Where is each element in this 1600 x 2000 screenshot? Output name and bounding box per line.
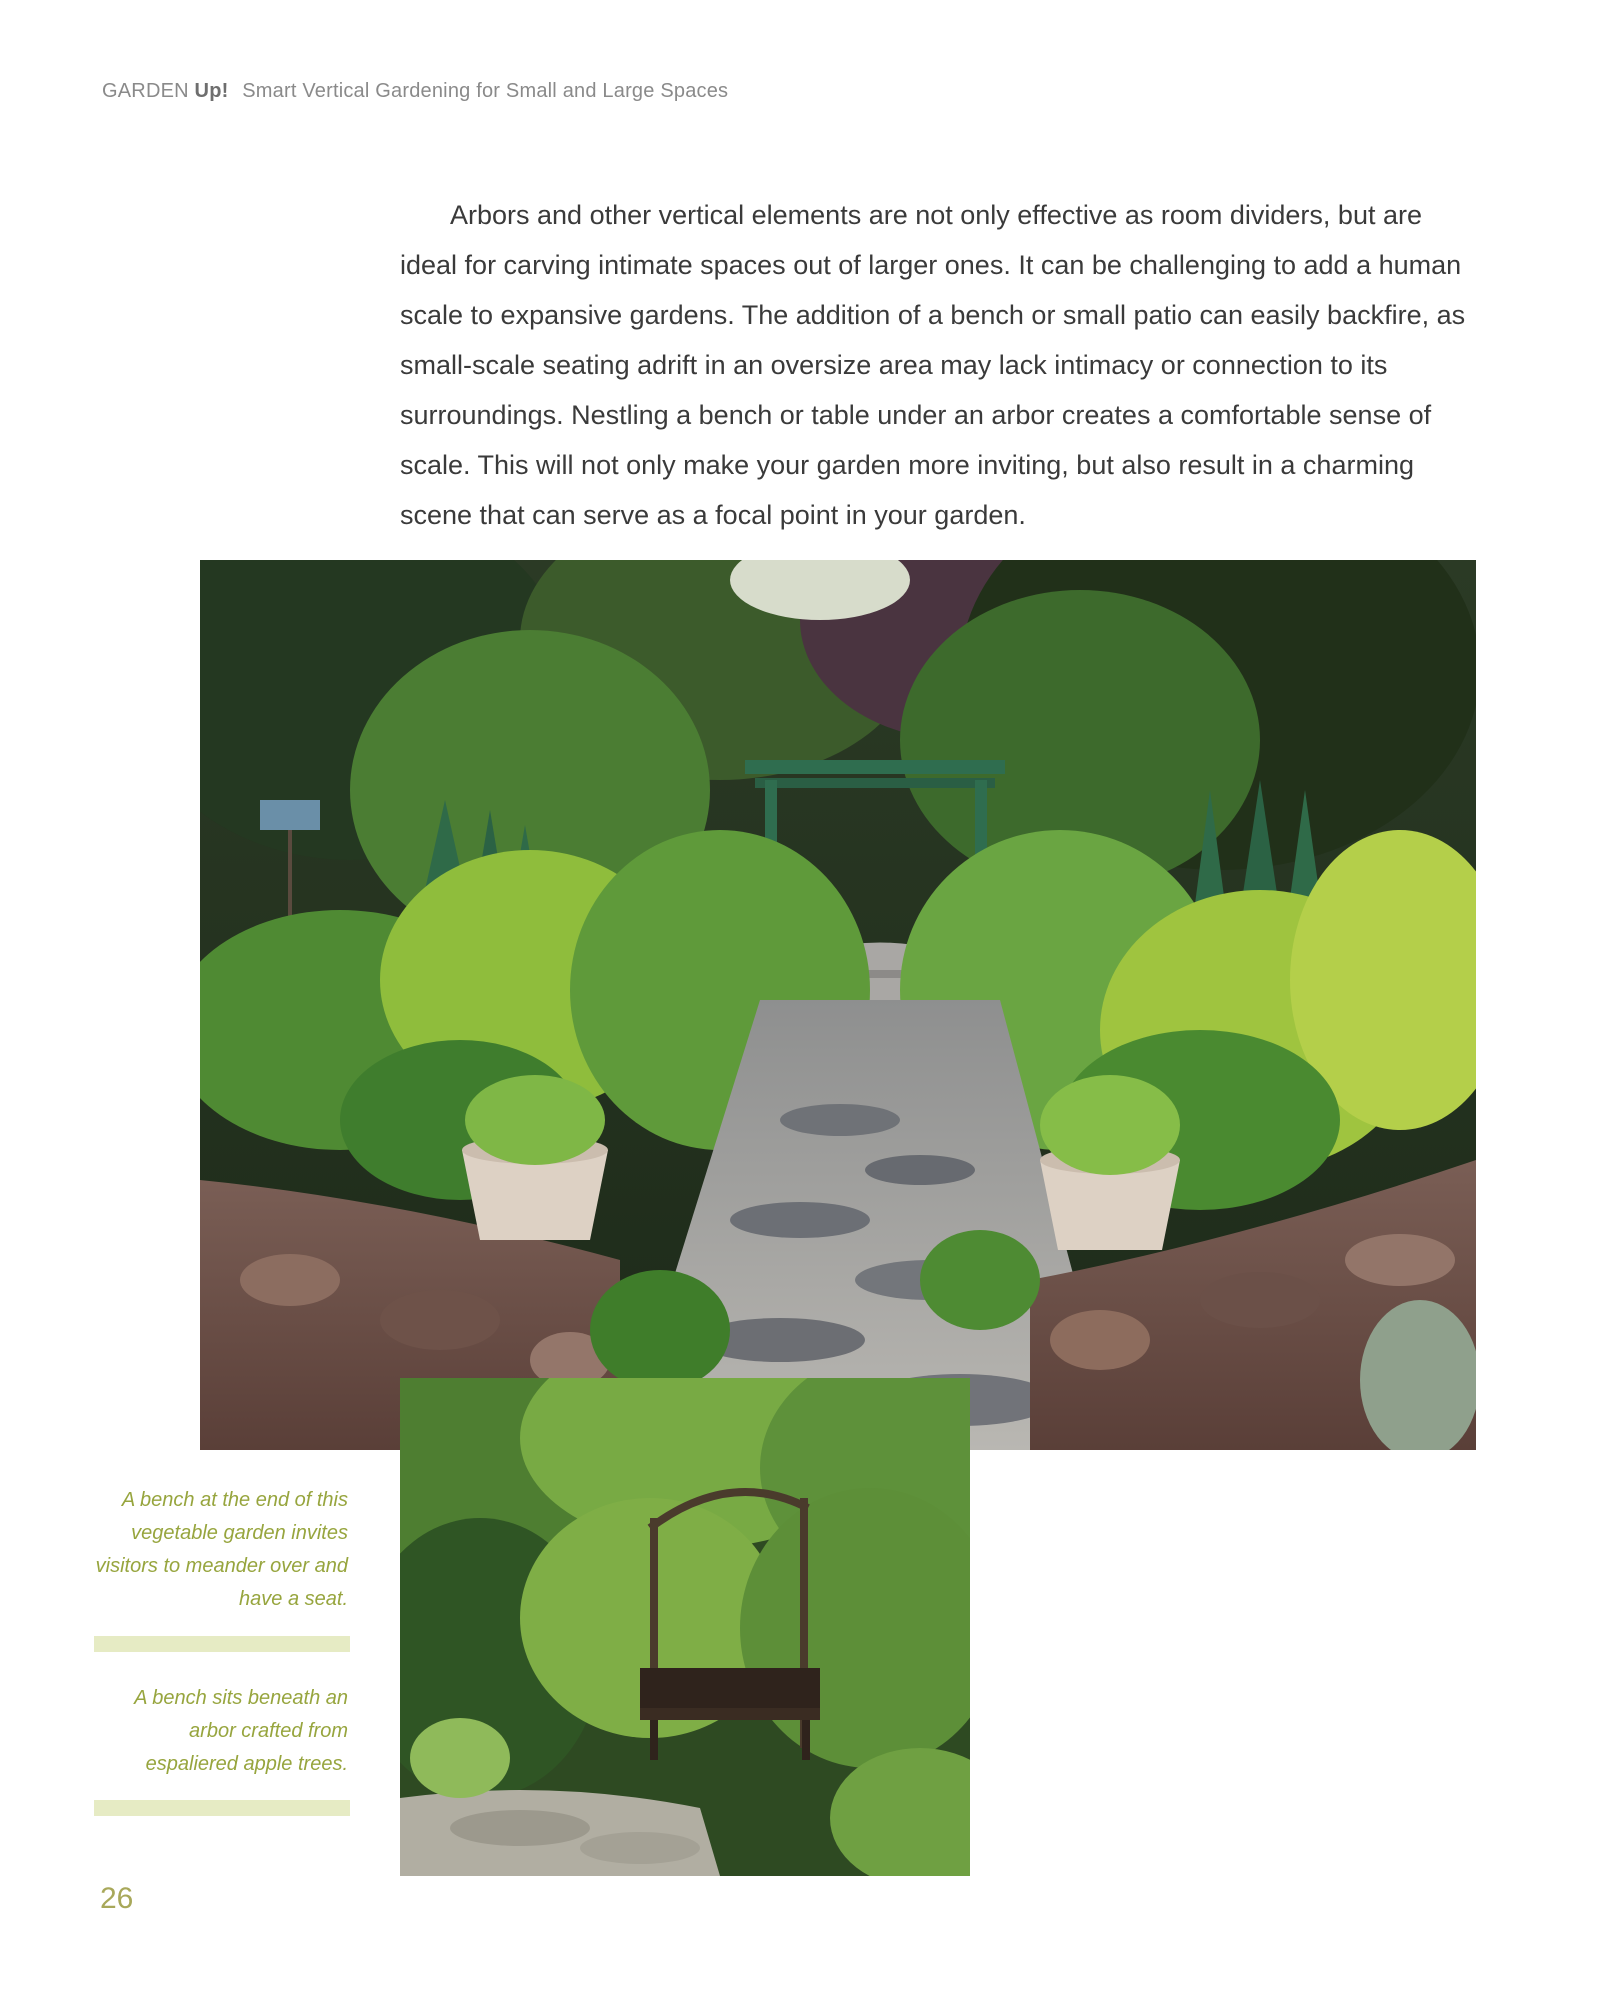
running-head (102, 80, 728, 103)
page-number: 26 (100, 1882, 134, 1915)
caption-divider (94, 1636, 350, 1652)
apple-arbor-bench-photo (400, 1378, 970, 1876)
book-title-emphasis: Up! (194, 80, 229, 102)
caption-apple-arbor: A bench sits beneath an arbor crafted from espaliered apple trees. (134, 1687, 348, 1775)
body-paragraph: Arbors and other vertical elements are not only effective as room dividers, but are ideal for carving intimate spaces out of larger ones. It can be challenging to add a human scale to expansive gardens. The addition of a bench or small patio can easily backfire, as small-scale seating adrift in an oversize area may lack intimacy or connection to its surroundings. Nestling a bench or table under an arbor creates a comfortable sense of scale. This will not only make your garden more inviting, but also result in a charming scene that can serve as a focal point in your garden. (400, 200, 1466, 530)
caption-vegetable-garden: A bench at the end of this vegetable garden invites visitors to meander over and have a seat. (95, 1489, 348, 1610)
book-subtitle: Smart Vertical Gardening for Small and Large Spaces (242, 80, 729, 102)
book-title: GARDEN (102, 80, 189, 102)
vegetable-garden-photo (200, 560, 1476, 1450)
caption-divider (94, 1800, 350, 1816)
